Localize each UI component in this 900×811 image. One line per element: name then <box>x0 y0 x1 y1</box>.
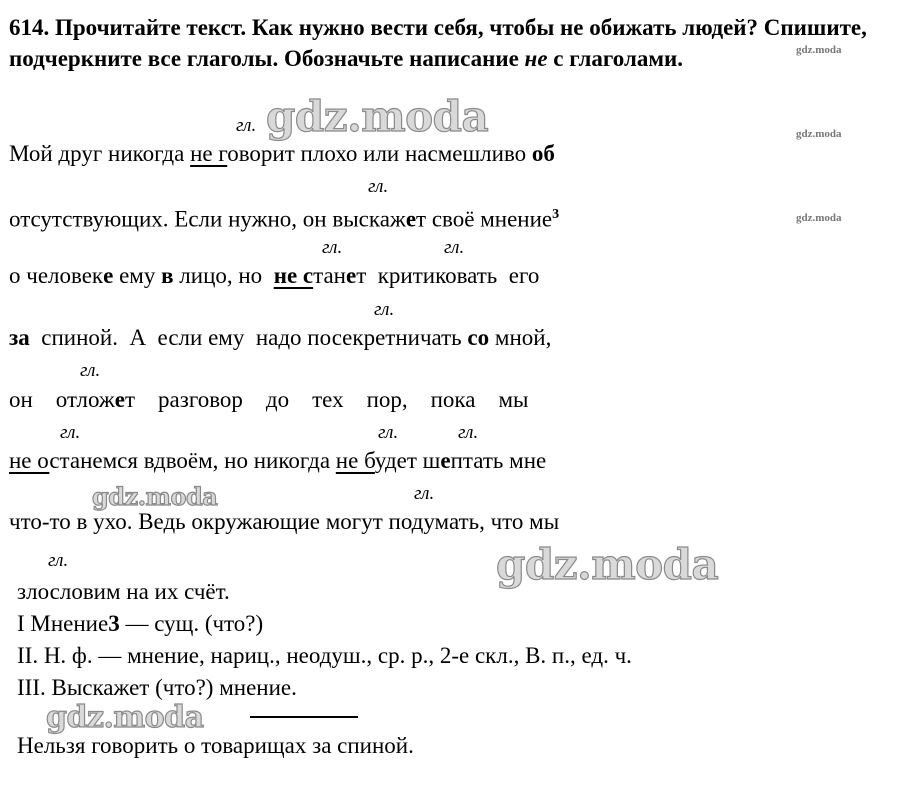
verb-mark: гл. <box>48 550 69 571</box>
text-line-5: он отложет разговор до тех пор, пока мы <box>9 387 529 412</box>
text-line-1: Мой друг никогда не говорит плохо или насмешливо об <box>9 141 555 166</box>
watermark-large-1: gdz.moda <box>266 92 489 141</box>
task-heading <box>9 12 894 74</box>
analysis-row-3: III. Выскажет (что?) мнение. <box>17 675 297 700</box>
verb-mark: гл. <box>60 422 81 443</box>
text-line-6: не останемся вдвоём, но никогда не будет шептать мне <box>9 448 547 473</box>
verb-mark: гл. <box>378 422 399 443</box>
verb-mark: гл. <box>374 299 395 320</box>
watermark-large-4: gdz.moda <box>46 700 204 735</box>
task-text-part-1: Прочитайте текст. Как нужно вести себя, чтобы не обижать людей? Спишите, подчеркните все глаголы. Обозначьте написание <box>9 15 867 71</box>
watermark-large-2: gdz.moda <box>92 482 218 511</box>
text-line-4: за спиной. А если ему надо посекретничать со мной, <box>9 325 552 350</box>
watermark-large-3: gdz.moda <box>496 540 719 589</box>
task-text-part-2: с глаголами. <box>547 46 684 71</box>
verb-mark: гл. <box>368 176 389 197</box>
text-line-8: злословим на их счёт. <box>17 579 230 604</box>
watermark-small-3: gdz.moda <box>796 212 842 224</box>
verb-mark: гл. <box>458 422 479 443</box>
text-line-2: отсутствующих. Если нужно, он выскажет своё мнение$^3$ <box>9 206 560 232</box>
task-number: 614. <box>9 15 50 40</box>
text-line-7: что-то в ухо. Ведь окружающие могут подумать, что мы <box>9 509 560 534</box>
verb-mark: гл. <box>444 237 465 258</box>
verb-mark: гл. <box>80 360 101 381</box>
separator-rule <box>250 716 358 718</box>
verb-mark: гл. <box>414 483 435 504</box>
watermark-small-2: gdz.moda <box>796 128 842 140</box>
analysis-row-1: I Мнение3 — сущ. (что?) <box>17 611 264 636</box>
verb-mark: гл. <box>236 115 257 136</box>
task-text-emphasis: не <box>524 46 548 71</box>
analysis-row-2: II. Н. ф. — мнение, нариц., неодуш., ср. р., 2-е скл., В. п., ед. ч. <box>17 643 632 668</box>
verb-mark: гл. <box>322 237 343 258</box>
text-line-3: о человеке ему в лицо, но не станет критиковать его <box>9 263 540 288</box>
watermark-small-1: gdz.moda <box>796 44 842 56</box>
conclusion-text: Нельзя говорить о товарищах за спиной. <box>17 733 414 758</box>
